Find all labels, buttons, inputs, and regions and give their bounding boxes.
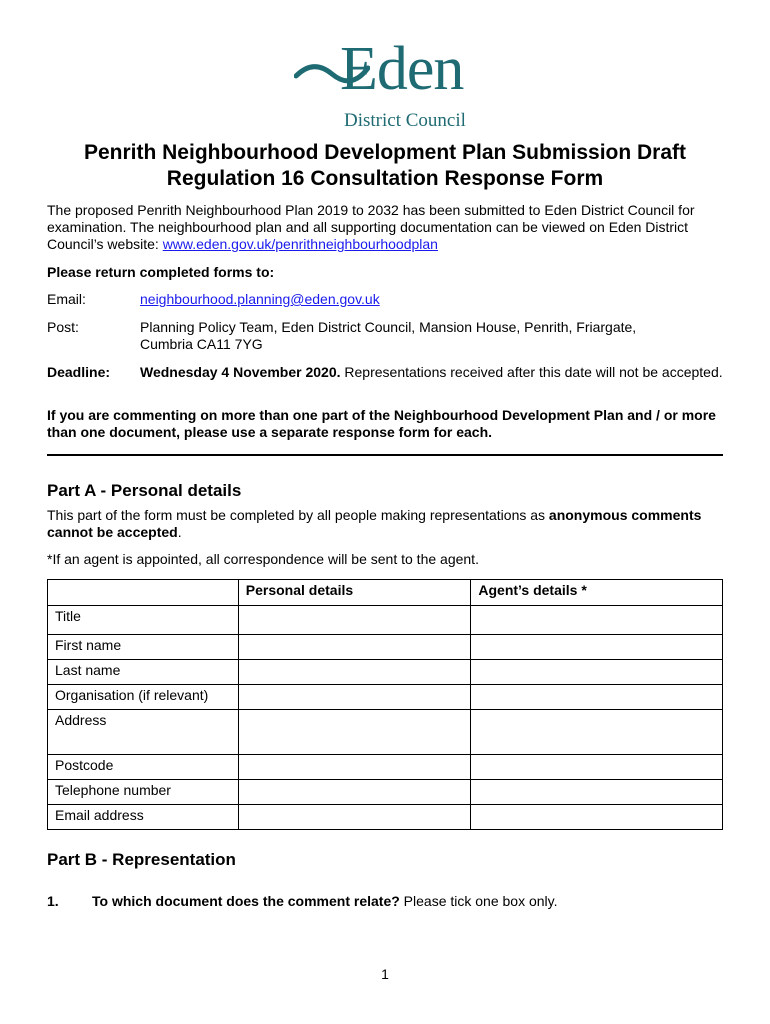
personal-email-input[interactable]: [238, 805, 471, 830]
part-a-text-bold: anonymous comments cannot be accepted: [47, 507, 702, 540]
personal-telephone-input[interactable]: [238, 780, 471, 805]
personal-last-name-input[interactable]: [238, 660, 471, 685]
row-label: Last name: [48, 660, 239, 685]
intro-text: The proposed Penrith Neighbourhood Plan 2019 to 2032 has been submitted to Eden District Council for examination. The neighbourhood plan and all supporting documentation can be viewed on Eden District Council’s website:: [47, 202, 695, 252]
table-row: [48, 660, 723, 685]
part-b-heading: Part B - Representation: [47, 850, 236, 869]
deadline-label: Deadline:: [47, 364, 111, 380]
post-line-1: Planning Policy Team, Eden District Council, Mansion House, Penrith, Friargate,: [140, 319, 637, 335]
row-label: Email address: [48, 805, 239, 830]
page-title: [30, 140, 740, 192]
plan-website-link[interactable]: www.eden.gov.uk/penrithneighbourhoodplan: [162, 236, 438, 252]
row-label: First name: [48, 635, 239, 660]
table-row: [48, 685, 723, 710]
row-label: Organisation (if relevant): [48, 685, 239, 710]
eden-logo: [294, 35, 478, 132]
personal-first-name-input[interactable]: [238, 635, 471, 660]
question-1-text: [92, 893, 558, 909]
table-row: [48, 710, 723, 755]
agent-organisation-input[interactable]: [471, 685, 723, 710]
question-1-number: 1.: [47, 893, 59, 909]
personal-title-input[interactable]: [238, 606, 471, 635]
title-line-2: Regulation 16 Consultation Response Form: [166, 167, 604, 190]
table-row: [48, 606, 723, 635]
separate-form-note: If you are commenting on more than one part of the Neighbourhood Development Plan and / or more than one document, please use a separate response form for each.: [47, 407, 716, 440]
agent-email-input[interactable]: [471, 805, 723, 830]
page-number: 1: [381, 966, 389, 982]
logo-word: Eden: [340, 35, 464, 103]
agent-title-input[interactable]: [471, 606, 723, 635]
part-a-heading: Part A - Personal details: [47, 481, 242, 500]
post-label: Post:: [47, 319, 79, 335]
table-row: [48, 635, 723, 660]
agent-telephone-input[interactable]: [471, 780, 723, 805]
part-a-text-start: This part of the form must be completed by all people making representations as: [47, 507, 549, 523]
personal-details-table: [47, 579, 723, 830]
deadline-value: [140, 364, 730, 381]
intro-paragraph: [47, 202, 727, 253]
personal-organisation-input[interactable]: [238, 685, 471, 710]
row-label: Postcode: [48, 755, 239, 780]
return-heading: Please return completed forms to:: [47, 264, 275, 280]
part-a-text-end: .: [177, 524, 182, 540]
table-corner-cell: [48, 580, 239, 606]
table-row: [48, 805, 723, 830]
personal-details-header: Personal details: [238, 580, 471, 606]
table-row: [48, 780, 723, 805]
question-1-bold: To which document does the comment relate?: [92, 893, 400, 909]
email-label: Email:: [47, 291, 86, 307]
table-row: [48, 755, 723, 780]
post-line-2: Cumbria CA11 7YG: [140, 336, 263, 352]
agent-address-input[interactable]: [471, 710, 723, 755]
personal-address-input[interactable]: [238, 710, 471, 755]
row-label: Telephone number: [48, 780, 239, 805]
deadline-note: Representations received after this date will not be accepted.: [340, 364, 723, 380]
question-1-rest: Please tick one box only.: [399, 893, 558, 909]
logo-subtitle: District Council: [344, 110, 466, 131]
title-line-1: Penrith Neighbourhood Development Plan Submission Draft: [83, 141, 687, 164]
deadline-date: Wednesday 4 November 2020.: [140, 364, 341, 380]
section-divider: [47, 454, 723, 456]
agent-last-name-input[interactable]: [471, 660, 723, 685]
row-label: Title: [48, 606, 239, 635]
part-a-text: [47, 507, 727, 541]
row-label: Address: [48, 710, 239, 755]
post-address: [140, 319, 730, 353]
agent-first-name-input[interactable]: [471, 635, 723, 660]
agent-details-header: Agent’s details *: [471, 580, 723, 606]
personal-postcode-input[interactable]: [238, 755, 471, 780]
agent-note: *If an agent is appointed, all correspondence will be sent to the agent.: [47, 551, 479, 567]
email-link[interactable]: neighbourhood.planning@eden.gov.uk: [140, 291, 380, 307]
agent-postcode-input[interactable]: [471, 755, 723, 780]
